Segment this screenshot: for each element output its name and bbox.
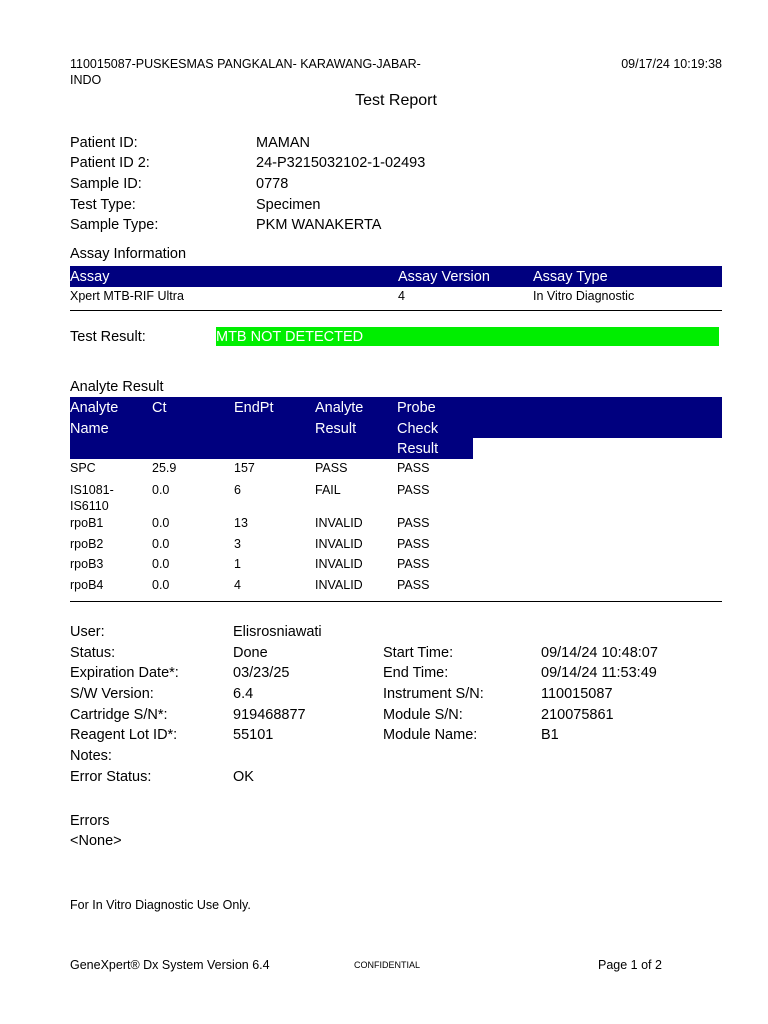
assay-table-header — [70, 266, 722, 287]
analyte-result: FAIL — [315, 483, 341, 497]
user-value: Elisrosniawati — [233, 624, 322, 640]
assay-name: Xpert MTB-RIF Ultra — [70, 289, 184, 303]
analyte-name-col-header-2: Name — [70, 421, 109, 437]
analyte-result: INVALID — [315, 537, 363, 551]
instrument-sn-label: Instrument S/N: — [383, 686, 484, 702]
endpt-col-header: EndPt — [234, 400, 274, 416]
system-version: GeneXpert® Dx System Version 6.4 — [70, 958, 270, 972]
sample-id-label: Sample ID: — [70, 176, 142, 192]
probe-check-col-header-2: Check — [397, 421, 439, 437]
expiration-date-label: Expiration Date*: — [70, 665, 179, 681]
probe-check-result: PASS — [397, 461, 430, 475]
sample-type-label: Sample Type: — [70, 217, 159, 233]
analyte-name: IS1081- — [70, 483, 114, 497]
module-name-value: B1 — [541, 727, 559, 743]
test-type-value: Specimen — [256, 197, 321, 213]
user-label: User: — [70, 624, 105, 640]
module-sn-label: Module S/N: — [383, 707, 463, 723]
analyte-name-cont: IS6110 — [70, 499, 109, 513]
status-value: Done — [233, 645, 268, 661]
sample-type-value: PKM WANAKERTA — [256, 217, 382, 233]
probe-check-col-header-3: Result — [397, 441, 439, 457]
page-title: Test Report — [355, 92, 437, 109]
analyte-ct: 0.0 — [152, 483, 170, 497]
analyte-name: rpoB1 — [70, 516, 104, 530]
analyte-ct: 25.9 — [152, 461, 177, 475]
analyte-result: PASS — [315, 461, 348, 475]
start-time-label: Start Time: — [383, 645, 454, 661]
status-label: Status: — [70, 645, 116, 661]
ct-col-header: Ct — [152, 400, 167, 416]
patient-id-label: Patient ID: — [70, 135, 138, 151]
sw-version-value: 6.4 — [233, 686, 254, 702]
patient-id2-label: Patient ID 2: — [70, 155, 150, 171]
sw-version-label: S/W Version: — [70, 686, 154, 702]
module-name-label: Module Name: — [383, 727, 478, 743]
analyte-endpt: 13 — [234, 516, 248, 530]
analyte-table-header — [70, 397, 722, 438]
analyte-ct: 0.0 — [152, 557, 170, 571]
page-number: Page 1 of 2 — [598, 958, 662, 972]
test-result-value: MTB NOT DETECTED — [216, 329, 364, 345]
test-result-label: Test Result: — [70, 329, 146, 345]
disclaimer: For In Vitro Diagnostic Use Only. — [70, 898, 251, 912]
analyte-endpt: 4 — [234, 578, 241, 592]
analyte-name: rpoB2 — [70, 537, 104, 551]
analyte-result: INVALID — [315, 578, 363, 592]
module-sn-value: 210075861 — [541, 707, 614, 723]
analyte-name: SPC — [70, 461, 96, 475]
analyte-ct: 0.0 — [152, 578, 170, 592]
expiration-date-value: 03/23/25 — [233, 665, 290, 681]
end-time-value: 09/14/24 11:53:49 — [541, 665, 657, 681]
analyte-result: INVALID — [315, 557, 363, 571]
end-time-label: End Time: — [383, 665, 449, 681]
patient-id2-value: 24-P3215032102-1-02493 — [256, 155, 426, 171]
facility-name: 110015087-PUSKESMAS PANGKALAN- KARAWANG-JABAR- — [70, 57, 421, 71]
analyte-ct: 0.0 — [152, 537, 170, 551]
errors-value: <None> — [70, 833, 122, 849]
reagent-lot-label: Reagent Lot ID*: — [70, 727, 178, 743]
probe-check-col-header: Probe — [397, 400, 436, 416]
start-time-value: 09/14/24 10:48:07 — [541, 645, 658, 661]
sample-id-value: 0778 — [256, 176, 289, 192]
assay-version-col-header: Assay Version — [398, 269, 490, 285]
report-datetime: 09/17/24 10:19:38 — [621, 57, 722, 71]
cartridge-sn-value: 919468877 — [233, 707, 306, 723]
notes-label: Notes: — [70, 748, 112, 764]
analyte-ct: 0.0 — [152, 516, 170, 530]
analyte-endpt: 6 — [234, 483, 241, 497]
assay-version: 4 — [398, 289, 405, 303]
probe-check-result: PASS — [397, 516, 430, 530]
assay-type: In Vitro Diagnostic — [533, 289, 635, 303]
analyte-section-title: Analyte Result — [70, 379, 164, 395]
assay-type-col-header: Assay Type — [533, 269, 608, 285]
cartridge-sn-label: Cartridge S/N*: — [70, 707, 168, 723]
analyte-name: rpoB4 — [70, 578, 104, 592]
analyte-endpt: 3 — [234, 537, 241, 551]
test-type-label: Test Type: — [70, 197, 136, 213]
analyte-name: rpoB3 — [70, 557, 104, 571]
probe-check-result: PASS — [397, 578, 430, 592]
patient-id-value: MAMAN — [256, 135, 310, 151]
errors-title: Errors — [70, 813, 110, 829]
assay-section-title: Assay Information — [70, 246, 187, 262]
reagent-lot-value: 55101 — [233, 727, 274, 743]
assay-col-header: Assay — [70, 269, 110, 285]
instrument-sn-value: 110015087 — [541, 686, 613, 702]
probe-check-result: PASS — [397, 537, 430, 551]
error-status-value: OK — [233, 769, 254, 785]
analyte-result: INVALID — [315, 516, 363, 530]
confidential-label: CONFIDENTIAL — [354, 960, 421, 970]
analyte-endpt: 1 — [234, 557, 241, 571]
analyte-result-col-header: Analyte — [315, 400, 364, 416]
facility-name-cont: INDO — [70, 73, 102, 87]
probe-check-result: PASS — [397, 483, 430, 497]
error-status-label: Error Status: — [70, 769, 152, 785]
analyte-endpt: 157 — [234, 461, 255, 475]
analyte-name-col-header: Analyte — [70, 400, 119, 416]
divider — [70, 310, 722, 311]
analyte-result-col-header-2: Result — [315, 421, 357, 437]
probe-check-result: PASS — [397, 557, 430, 571]
divider — [70, 601, 722, 602]
